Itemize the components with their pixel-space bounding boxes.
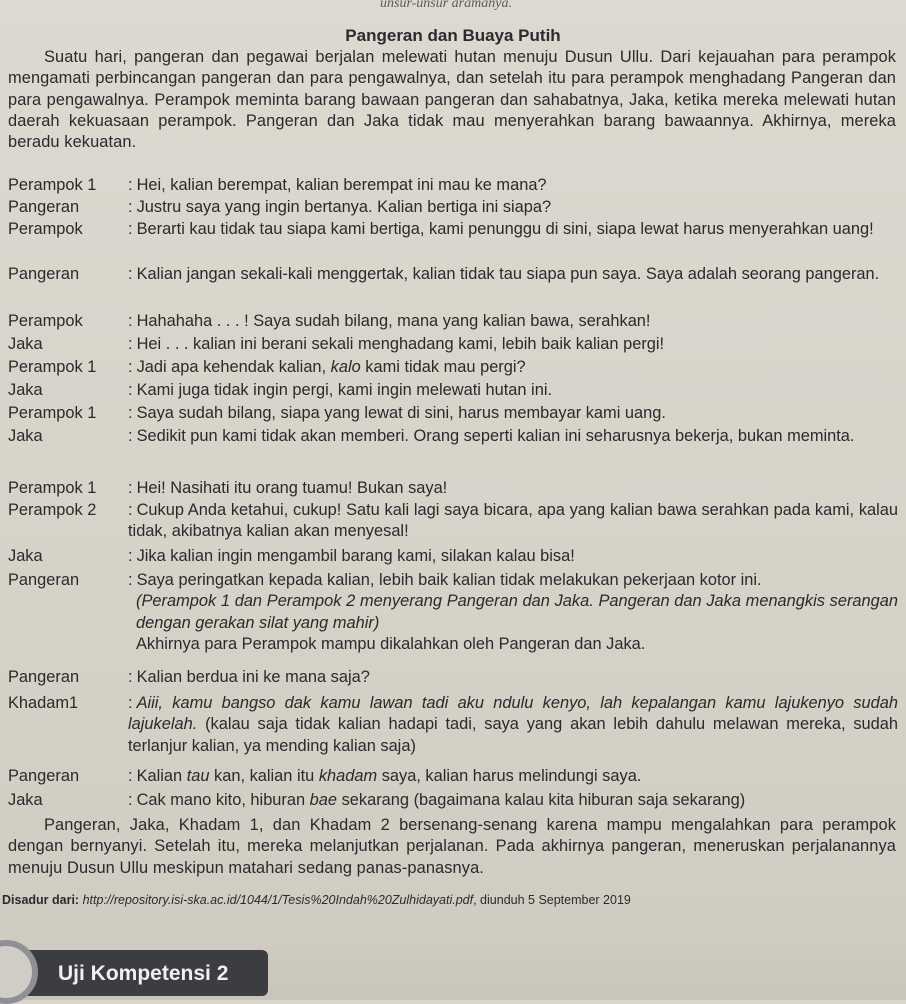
closing-paragraph bbox=[8, 815, 896, 879]
dialogue-line: Pangeran : Kalian jangan sekali-kali menggertak, kalian tidak tau siapa pun saya. Saya adalah seorang pangeran. bbox=[8, 264, 898, 285]
speaker-name: Pangeran bbox=[8, 767, 80, 785]
dialogue-line: Jaka : Sedikit pun kami tidak akan memberi. Orang seperti kalian ini seharusnya bekerja, bukan meminta. bbox=[8, 426, 898, 447]
dialogue-text: Justru saya yang ingin bertanya. Kalian bertiga ini siapa? bbox=[136, 198, 552, 216]
intro-text: Suatu hari, pangeran dan pegawai berjalan melewati hutan menuju Dusun Ullu. Dari kejauahan para perampok mengamati perbincangan pangeran dan para pengawalnya, dan setelah itu para perampok menghadang Pangeran dan para pengawalnya. Perampok meminta barang bawaan pangeran dan sahabatnya, Jaka, ketika mereka melewati hutan daerah kekuasaan perampok. Pangeran dan Jaka tidak mau menyerahkan barang bawaannya. Akhirnya, mereka beradu kekuatan. bbox=[8, 48, 896, 152]
source-date: , diunduh 5 September 2019 bbox=[473, 893, 631, 907]
dialogue-line: Perampok 1 : Jadi apa kehendak kalian, kalo kami tidak mau pergi? bbox=[8, 357, 898, 378]
dialogue-text: Hei, kalian berempat, kalian berempat ini mau ke mana? bbox=[136, 176, 547, 194]
speaker-name: Jaka bbox=[8, 547, 43, 565]
dialogue-text: Jika kalian ingin mengambil barang kami, silakan kalau bisa! bbox=[136, 547, 575, 565]
dialogue-line: Pangeran : Kalian tau kan, kalian itu khadam saya, kalian harus melindungi saya. bbox=[8, 766, 898, 787]
dialogue-text: Berarti kau tidak tau siapa kami bertiga, kami penunggu di sini, siapa lewat harus menyerahkan uang! bbox=[136, 220, 874, 238]
intro-paragraph bbox=[8, 47, 896, 153]
source-label: Disadur dari: bbox=[2, 893, 80, 907]
dialogue-line: Perampok : Hahahaha . . . ! Saya sudah bilang, mana yang kalian bawa, serahkan! bbox=[8, 311, 898, 332]
dialogue-line: Jaka : Hei . . . kalian ini berani sekali menghadang kami, lebih baik kalian pergi! bbox=[8, 334, 898, 355]
source-citation bbox=[2, 893, 902, 907]
dialogue-text: Saya peringatkan kepada kalian, lebih baik kalian tidak melakukan pekerjaan kotor ini. bbox=[136, 571, 762, 589]
source-url: http://repository.isi-ska.ac.id/1044/1/Tesis%20Indah%20Zulhidayati.pdf bbox=[82, 893, 474, 907]
dialogue-line: Pangeran : Justru saya yang ingin bertanya. Kalian bertiga ini siapa? bbox=[8, 197, 898, 218]
dialogue-line: Jaka : Jika kalian ingin mengambil barang kami, silakan kalau bisa! bbox=[8, 546, 898, 567]
closing-text: Pangeran, Jaka, Khadam 1, dan Khadam 2 bersenang-senang karena mampu mengalahkan para perampok dengan bernyanyi. Setelah itu, mereka melanjutkan perjalanan. Pada akhirnya pangeran, meneruskan perjalanannya menuju Dusun Ullu meskipun matahari sedang panas-panasnya. bbox=[8, 816, 896, 877]
narration: Akhirnya para Perampok mampu dikalahkan oleh Pangeran dan Jaka. bbox=[136, 634, 646, 653]
dialogue-line: Jaka : Cak mano kito, hiburan bae sekarang (bagaimana kalau kita hiburan saja sekarang) bbox=[8, 790, 898, 811]
dialogue-text: Kalian jangan sekali-kali menggertak, kalian tidak tau siapa pun saya. Saya adalah seorang pangeran. bbox=[136, 265, 880, 283]
dialogue-text: Cukup Anda ketahui, cukup! Satu kali lagi saya bicara, apa yang kalian bawa serahkan pada kami, kalau tidak, akibatnya kalian akan menyesal! bbox=[128, 501, 898, 541]
speaker-name: Pangeran bbox=[8, 668, 80, 686]
speaker-name: Khadam1 bbox=[8, 694, 79, 712]
section-label: Uji Kompetensi 2 bbox=[58, 962, 229, 985]
stage-direction: (Perampok 1 dan Perampok 2 menyerang Pangeran dan Jaka. Pangeran dan Jaka menangkis serangan dengan gerakan silat yang mahir) bbox=[136, 592, 898, 632]
dialogue-line: Perampok : Berarti kau tidak tau siapa kami bertiga, kami penunggu di sini, siapa lewat harus menyerahkan uang! bbox=[8, 219, 898, 240]
dialogue-text: Hei . . . kalian ini berani sekali menghadang kami, lebih baik kalian pergi! bbox=[136, 335, 665, 353]
dialogue-text: Kalian berdua ini ke mana saja? bbox=[136, 668, 370, 686]
dialogue-text: Hahahaha . . . ! Saya sudah bilang, mana yang kalian bawa, serahkan! bbox=[136, 312, 651, 330]
dialogue-text: Hei! Nasihati itu orang tuamu! Bukan saya! bbox=[136, 479, 448, 497]
speaker-name: Pangeran bbox=[8, 198, 80, 216]
speaker-name: Jaka bbox=[8, 381, 43, 399]
speaker-name: Perampok bbox=[8, 220, 83, 238]
dialogue-line: Perampok 1 : Hei! Nasihati itu orang tuamu! Bukan saya! bbox=[8, 478, 898, 499]
dialogue-line: Jaka : Kami juga tidak ingin pergi, kami ingin melewati hutan ini. bbox=[8, 380, 898, 401]
dialogue-line: Khadam1 : Aiii, kamu bangso dak kamu lawan tadi aku ndulu kenyo, lah kepalangan kamu lajukenyo sudah lajukelah. (kalau saja tidak kalian hadapi tadi, saya yang akan lebih dahulu melawan mereka, sudah terlanjur kalian, ya mending kalian saja) bbox=[8, 694, 898, 755]
dialogue-text: Kami juga tidak ingin pergi, kami ingin melewati hutan ini. bbox=[136, 381, 553, 399]
dialogue-text: Saya sudah bilang, siapa yang lewat di sini, harus membayar kami uang. bbox=[136, 404, 666, 422]
speaker-name: Perampok 1 bbox=[8, 358, 97, 376]
dialogue-line: Pangeran : Saya peringatkan kepada kalian, lebih baik kalian tidak melakukan pekerjaan kotor ini. (Perampok 1 dan Perampok 2 menyerang Pangeran dan Jaka. Pangeran dan Jaka menangkis serangan dengan gerakan silat yang mahir) Akhirnya para Perampok mampu dikalahkan oleh Pangeran dan Jaka. bbox=[8, 571, 898, 653]
speaker-name: Perampok 2 bbox=[8, 501, 97, 519]
speaker-name: Pangeran bbox=[8, 265, 80, 283]
dialogue-text: Sedikit pun kami tidak akan memberi. Orang seperti kalian ini seharusnya bekerja, bukan meminta. bbox=[136, 427, 855, 445]
dialogue-line: Perampok 2 : Cukup Anda ketahui, cukup! Satu kali lagi saya bicara, apa yang kalian bawa serahkan pada kami, kalau tidak, akibatnya kalian akan menyesal! bbox=[8, 501, 898, 541]
speaker-name: Perampok 1 bbox=[8, 176, 97, 194]
speaker-name: Jaka bbox=[8, 427, 43, 445]
speaker-name: Jaka bbox=[8, 335, 43, 353]
story-title: Pangeran dan Buaya Putih bbox=[345, 26, 561, 45]
previous-text-fragment: unsur-unsur aramanya. bbox=[380, 0, 512, 10]
dialogue-line: Perampok 1 : Saya sudah bilang, siapa yang lewat di sini, harus membayar kami uang. bbox=[8, 403, 898, 424]
speaker-name: Jaka bbox=[8, 791, 43, 809]
dialogue-line: Pangeran : Kalian berdua ini ke mana saja? bbox=[8, 667, 898, 688]
speaker-name: Perampok bbox=[8, 312, 83, 330]
speaker-name: Perampok 1 bbox=[8, 404, 97, 422]
speaker-name: Pangeran bbox=[8, 571, 80, 589]
speaker-name: Perampok 1 bbox=[8, 479, 97, 497]
dialogue-line: Perampok 1 : Hei, kalian berempat, kalian berempat ini mau ke mana? bbox=[8, 175, 898, 196]
